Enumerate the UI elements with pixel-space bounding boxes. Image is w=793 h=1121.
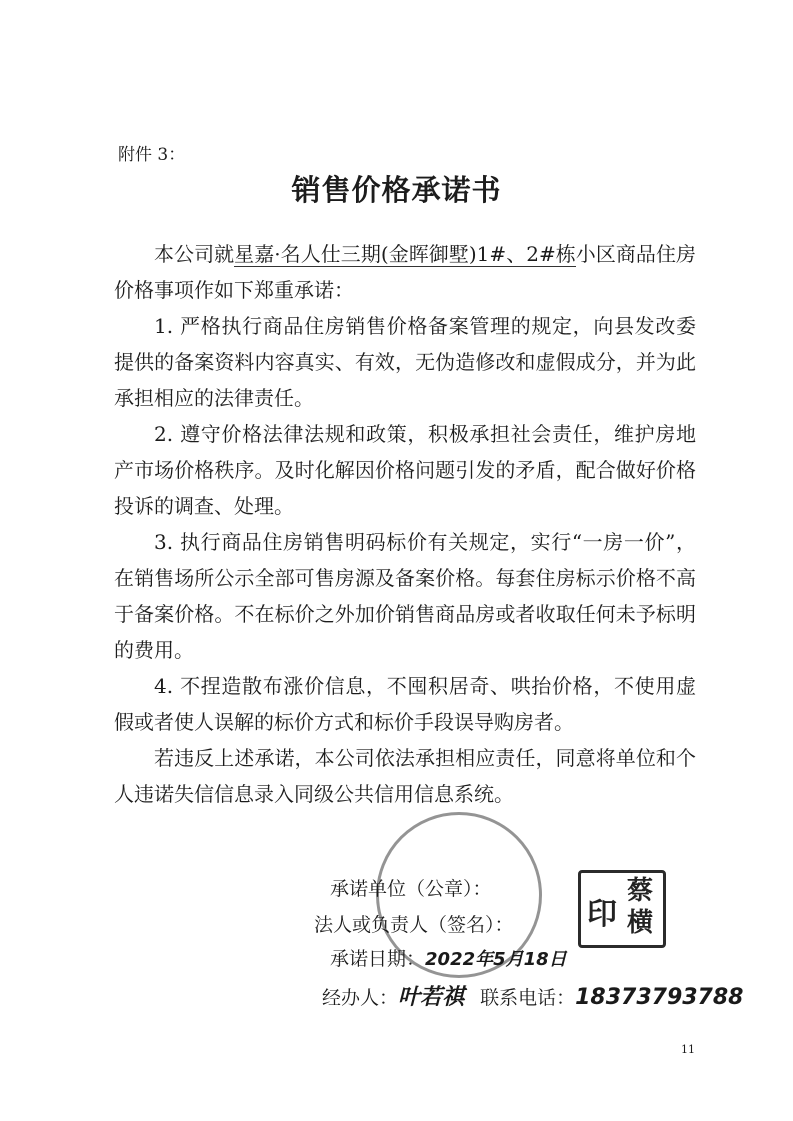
date-value: 2022年5月18日	[425, 949, 567, 970]
date-line	[330, 944, 567, 971]
clause-2: 2. 遵守价格法律法规和政策，积极承担社会责任，维护房地产市场价格秩序。及时化解因价格问题引发的矛盾，配合做好价格投诉的调查、处理。	[114, 422, 696, 518]
unit-seal-label: 承诺单位（公章）：	[330, 878, 492, 900]
project-name: 星嘉·名人仕三期(金晖御墅)1#、2#栋	[234, 242, 576, 266]
intro-prefix: 本公司就	[154, 242, 235, 266]
personal-seal-stamp	[578, 870, 666, 948]
intro-suffix: 小区商品住房价格事项作如下郑重承诺：	[114, 242, 697, 302]
phone-value: 18373793788	[575, 985, 744, 1010]
clause-3: 3. 执行商品住房销售明码标价有关规定，实行“一房一价”，在销售场所公示全部可售房源及备案价格。每套住房标示价格不高于备案价格。不在标价之外加价销售商品房或者收取任何未予标明的费用。	[114, 530, 696, 662]
date-label: 承诺日期：	[330, 948, 426, 970]
page-number: 11	[681, 1043, 695, 1056]
legal-sign-line	[314, 910, 514, 937]
handler-label: 经办人：	[322, 987, 399, 1009]
handler-line	[322, 980, 743, 1011]
seal-yin-char: 印	[587, 897, 617, 932]
document-body	[114, 236, 696, 812]
handler-signature: 叶若祺	[398, 985, 465, 1010]
unit-seal-line	[330, 874, 492, 901]
clause-4: 4. 不捏造散布涨价信息，不囤积居奇、哄抬价格，不使用虚假或者使人误解的标价方式和标价手段误导购房者。	[114, 674, 696, 734]
seal-name: 蔡横	[626, 876, 653, 938]
intro-paragraph	[114, 236, 696, 308]
clause-1: 1. 严格执行商品住房销售价格备案管理的规定，向县发改委提供的备案资料内容真实、有效，无伪造修改和虚假成分，并为此承担相应的法律责任。	[114, 314, 696, 410]
legal-sign-label: 法人或负责人（签名）：	[314, 914, 514, 936]
closing-paragraph: 若违反上述承诺，本公司依法承担相应责任，同意将单位和个人违诺失信信息录入同级公共信用信息系统。	[114, 746, 696, 806]
document-title: 销售价格承诺书	[291, 173, 502, 207]
attachment-label: 附件 3：	[118, 145, 186, 165]
phone-label: 联系电话：	[480, 987, 576, 1009]
